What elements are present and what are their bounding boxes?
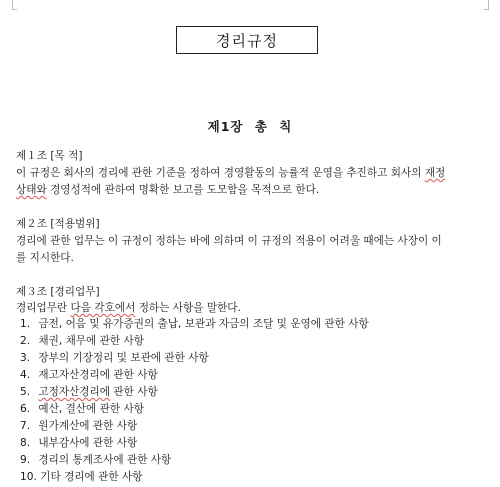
list-item [20, 333, 369, 350]
document-title: 경리규정 [176, 26, 318, 54]
list-item [20, 367, 369, 384]
list-item-text: 기타 경리에 관한 사항 [40, 471, 143, 483]
list-item-text: 금전, 어음 및 유가증권의 출납, 보관과 자금의 조달 및 운영에 관한 사항 [38, 318, 369, 330]
chapter-name-part: 총 [254, 119, 268, 134]
list-item-number: 1. [20, 318, 31, 330]
list-item-text: 내부감사에 관한 사항 [38, 437, 138, 449]
article-3-heading: 제３조 [경리업무] [16, 286, 100, 298]
list-item-number: 5. [20, 386, 31, 398]
list-item [20, 401, 369, 418]
page-corner-mark-right [484, 0, 489, 10]
list-item-number: 4. [20, 369, 31, 381]
list-item-number: 8. [20, 437, 31, 449]
article-3-items [20, 316, 369, 486]
list-item-text: 경리의 통계조사에 관한 사항 [38, 454, 172, 466]
article-2-line-1: 경리에 관한 업무는 이 규정이 정하는 바에 의하며 이 규정의 적용이 어려울 때에는 사장이 이 [16, 235, 442, 247]
spellcheck-underlined-text: 다음 각호에서 [70, 302, 136, 314]
list-item [20, 469, 369, 486]
list-item-text: 고정자산경리에 관한 사항 [38, 386, 158, 398]
list-item-text: 예산, 결산에 관한 사항 [38, 403, 144, 415]
list-item-number: 9. [20, 454, 31, 466]
spellcheck-underlined-text: 상태와 [16, 184, 47, 196]
spellcheck-underlined-text: 재정 [424, 167, 446, 179]
chapter-name-part: 칙 [279, 119, 293, 134]
list-item-number: 7. [20, 420, 31, 432]
list-item [20, 418, 369, 435]
list-item [20, 316, 369, 333]
chapter-heading [0, 117, 500, 135]
list-item-text: 재고자산경리에 관한 사항 [38, 369, 158, 381]
article-2-line-2: 를 지시한다. [16, 252, 74, 264]
list-item [20, 452, 369, 469]
list-item [20, 384, 369, 401]
list-item-number: 10. [20, 471, 37, 483]
chapter-number: 제1장 [207, 119, 244, 134]
article-3-line-1: 경리업무란 다음 각호에서 정하는 사항을 말한다. [16, 302, 241, 314]
list-item-number: 6. [20, 403, 31, 415]
article-1-line-1: 이 규정은 회사의 경리에 관한 기준을 정하여 경영활동의 능률적 운영을 추진하고 회사의 재정 [16, 167, 446, 179]
list-item-number: 3. [20, 352, 31, 364]
list-item [20, 435, 369, 452]
page-corner-mark-left [12, 0, 17, 10]
list-item-text: 장부의 기장정리 및 보관에 관한 사항 [38, 352, 209, 364]
list-item-text: 채권, 채무에 관한 사항 [38, 335, 144, 347]
article-1-heading: 제１조 [목 적] [16, 150, 83, 162]
list-item-text: 원가계산에 관한 사항 [38, 420, 138, 432]
article-2-heading: 제２조 [적용범위] [16, 218, 100, 230]
list-item [20, 350, 369, 367]
list-item-number: 2. [20, 335, 31, 347]
article-1-line-2: 상태와 경영성적에 관하여 명확한 보고를 도모함을 목적으로 한다. [16, 184, 320, 196]
spellcheck-underlined-text: 고정자산경리에 [38, 386, 111, 398]
